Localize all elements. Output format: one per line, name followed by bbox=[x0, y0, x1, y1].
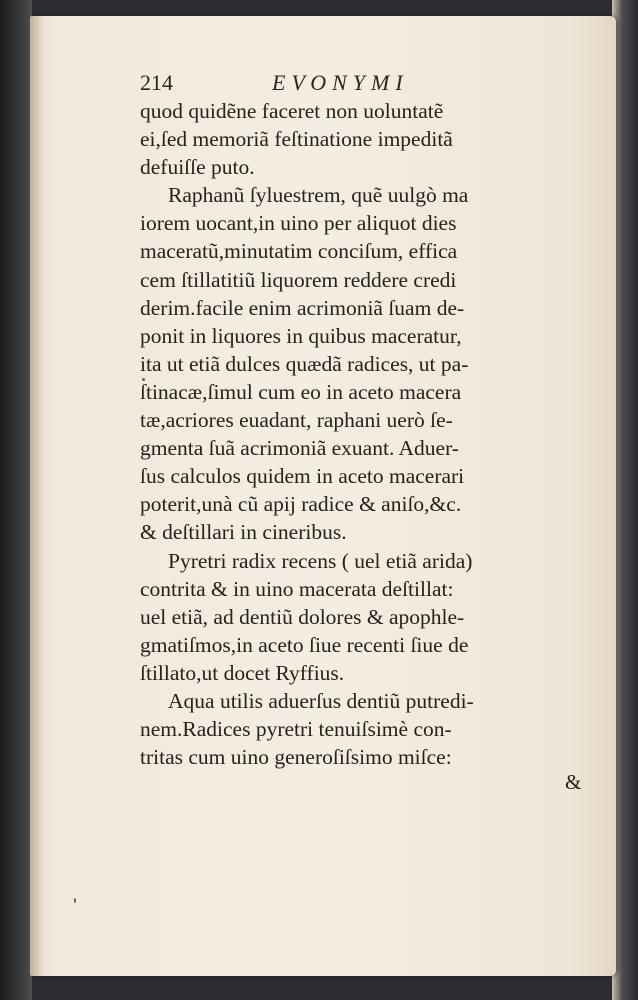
text-line: defuiſſe puto. bbox=[140, 155, 255, 180]
text-line: & deſtillari in cineribus. bbox=[140, 520, 347, 545]
paper-speck bbox=[74, 898, 76, 903]
text-line: Pyretri radix recens ( uel etiã arida) bbox=[168, 548, 473, 573]
text-line: nem.Radices pyretri tenuiſsimè con- bbox=[140, 717, 452, 742]
text-line: poterit,unà cũ apij radice & aniſo,&c. bbox=[140, 492, 462, 517]
running-head: EVONYMI bbox=[272, 70, 409, 95]
text-line: gmenta ſuã acrimoniã exuant. Aduer- bbox=[140, 436, 459, 461]
text-line: ita ut etiã dulces quædã radices, ut pa- bbox=[140, 351, 469, 376]
page-header bbox=[140, 70, 460, 100]
book-binding-edge bbox=[0, 0, 32, 1000]
text-line: tritas cum uino generoſiſsimo miſce: bbox=[140, 745, 452, 770]
text-line: maceratũ,minutatim conciſum, effica bbox=[140, 239, 458, 264]
text-line: Aqua utilis aduerſus dentiũ putredi- bbox=[168, 688, 474, 713]
text-line: ſtinacæ,ſimul cum eo in aceto macera bbox=[140, 379, 462, 404]
gutter-shadow bbox=[30, 16, 44, 976]
text-line: ei,ſed memoriã feſtinatione impeditã bbox=[140, 127, 453, 152]
text-line: ponit in liquores in quibus maceratur, bbox=[140, 323, 462, 348]
text-line: gmatiſmos,in aceto ſiue recenti ſiue de bbox=[140, 632, 469, 657]
text-line: tæ,acriores euadant, raphani uerò ſe- bbox=[140, 408, 453, 433]
text-line: cem ſtillatitiũ liquorem reddere credi bbox=[140, 267, 457, 292]
text-line: quod quidẽne faceret non uoluntatẽ bbox=[140, 99, 444, 123]
page-number: 214 bbox=[140, 70, 173, 95]
text-line: iorem uocant,in uino per aliquot dies bbox=[140, 211, 457, 236]
text-line: uel etiã, ad dentiũ dolores & apophle- bbox=[140, 604, 465, 629]
text-line: derim.facile enim acrimoniã ſuam de- bbox=[140, 295, 465, 320]
text-line: Raphanũ ſyluestrem, quẽ uulgò ma bbox=[168, 183, 469, 208]
body-text bbox=[140, 97, 560, 771]
catchword: & bbox=[565, 770, 582, 794]
text-line: contrita & in uino macerata deſtillat: bbox=[140, 576, 454, 601]
text-line: ſtillato,ut docet Ryffius. bbox=[140, 660, 345, 685]
text-line: ſus calculos quidem in aceto macerari bbox=[140, 464, 465, 489]
